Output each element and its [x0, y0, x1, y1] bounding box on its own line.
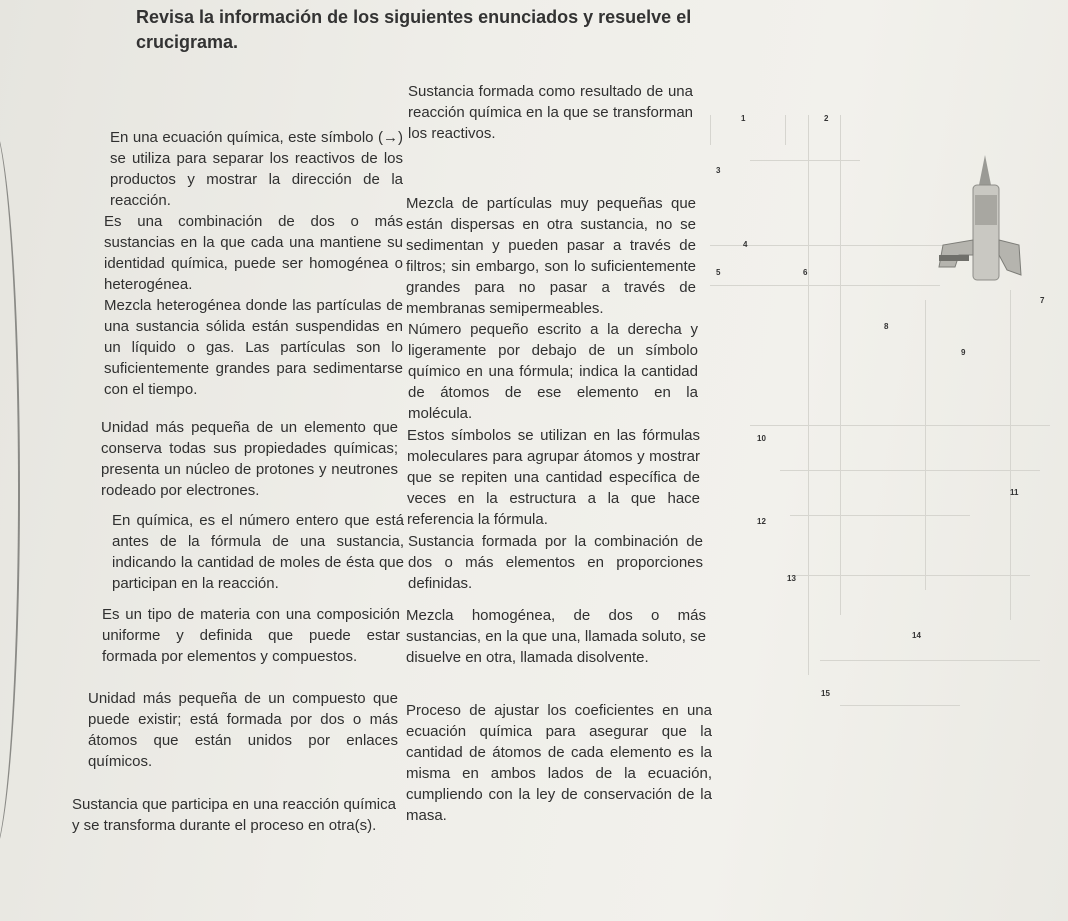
crossword-number-3: 3	[716, 166, 721, 175]
crossword-number-15: 15	[821, 689, 830, 698]
crossword-number-6: 6	[803, 268, 808, 277]
clue-left-2: Es una combinación de dos o más sustancias en la que cada una mantiene su identidad química, puede ser homogénea o heterogénea.	[104, 213, 403, 293]
crossword-number-12: 12	[757, 517, 766, 526]
clue-left-4: Unidad más pequeña de un elemento que conserva todas sus propiedades químicas; presenta un núcleo de protones y neutrones rodeado por electrones.	[101, 419, 398, 499]
clue-left-7: Unidad más pequeña de un compuesto que puede existir; está formada por dos o más átomos que están unidos por enlaces químicos.	[88, 690, 398, 770]
rocket-illustration	[935, 155, 1025, 300]
clue-right-3: Número pequeño escrito a la derecha y ligeramente por debajo de un símbolo químico en una fórmula; indica la cantidad de átomos de ese elemento en la molécula.	[408, 321, 698, 422]
clue-left-6: Es un tipo de materia con una composición uniforme y definida que puede estar formada por elementos y compuestos.	[102, 606, 400, 665]
clue-right-5: Sustancia formada por la combinación de dos o más elementos en proporciones definidas.	[408, 533, 703, 592]
clue-right-6: Mezcla homogénea, de dos o más sustancias, en la que una, llamada soluto, se disuelve en otra, llamada disolvente.	[406, 607, 706, 666]
crossword-number-14: 14	[912, 631, 921, 640]
clue-left-1: En una ecuación química, este símbolo (→) se utiliza para separar los reactivos de los productos y mostrar la dirección de la reacción.	[110, 129, 403, 209]
clue-right-4: Estos símbolos se utilizan en las fórmulas moleculares para agrupar átomos y mostrar que se repiten una cantidad específica de veces en la estructura a la que hace referencia la fórmula.	[407, 427, 700, 528]
page-title: Revisa la información de los siguientes enunciados y resuelve el crucigrama.	[136, 7, 692, 52]
page-curve-edge	[0, 120, 20, 860]
crossword-number-2: 2	[824, 114, 829, 123]
clue-right-1: Sustancia formada como resultado de una reacción química en la que se transforman los reactivos.	[408, 83, 693, 142]
crossword-number-1: 1	[741, 114, 746, 123]
crossword-number-10: 10	[757, 434, 766, 443]
crossword-number-8: 8	[884, 322, 889, 331]
crossword-number-9: 9	[961, 348, 966, 357]
crossword-number-7: 7	[1040, 296, 1045, 305]
crossword-number-11: 11	[1010, 488, 1019, 497]
crossword-number-13: 13	[787, 574, 796, 583]
clue-left-8: Sustancia que participa en una reacción química y se transforma durante el proceso en otra(s).	[72, 796, 396, 834]
crossword-number-4: 4	[743, 240, 748, 249]
crossword-number-5: 5	[716, 268, 721, 277]
clue-left-3: Mezcla heterogénea donde las partículas de una sustancia sólida están suspendidas en un líquido o gas. Las partículas son lo suficientemente grandes para sedimentarse con el tiempo.	[104, 297, 403, 398]
clue-right-2: Mezcla de partículas muy pequeñas que están dispersas en otra sustancia, no se sedimentan y pueden pasar a través de filtros; sin embargo, son lo suficientemente grandes para no pasar a través de membranas semipermeables.	[406, 195, 696, 317]
clue-right-7: Proceso de ajustar los coeficientes en una ecuación química para asegurar que la cantidad de átomos de cada elemento es la misma en ambos lados de la ecuación, cumpliendo con la ley de conservación de la masa.	[406, 702, 712, 824]
clue-left-5: En química, es el número entero que está antes de la fórmula de una sustancia, indicando la cantidad de moles de ésta que participan en la reacción.	[112, 512, 404, 592]
